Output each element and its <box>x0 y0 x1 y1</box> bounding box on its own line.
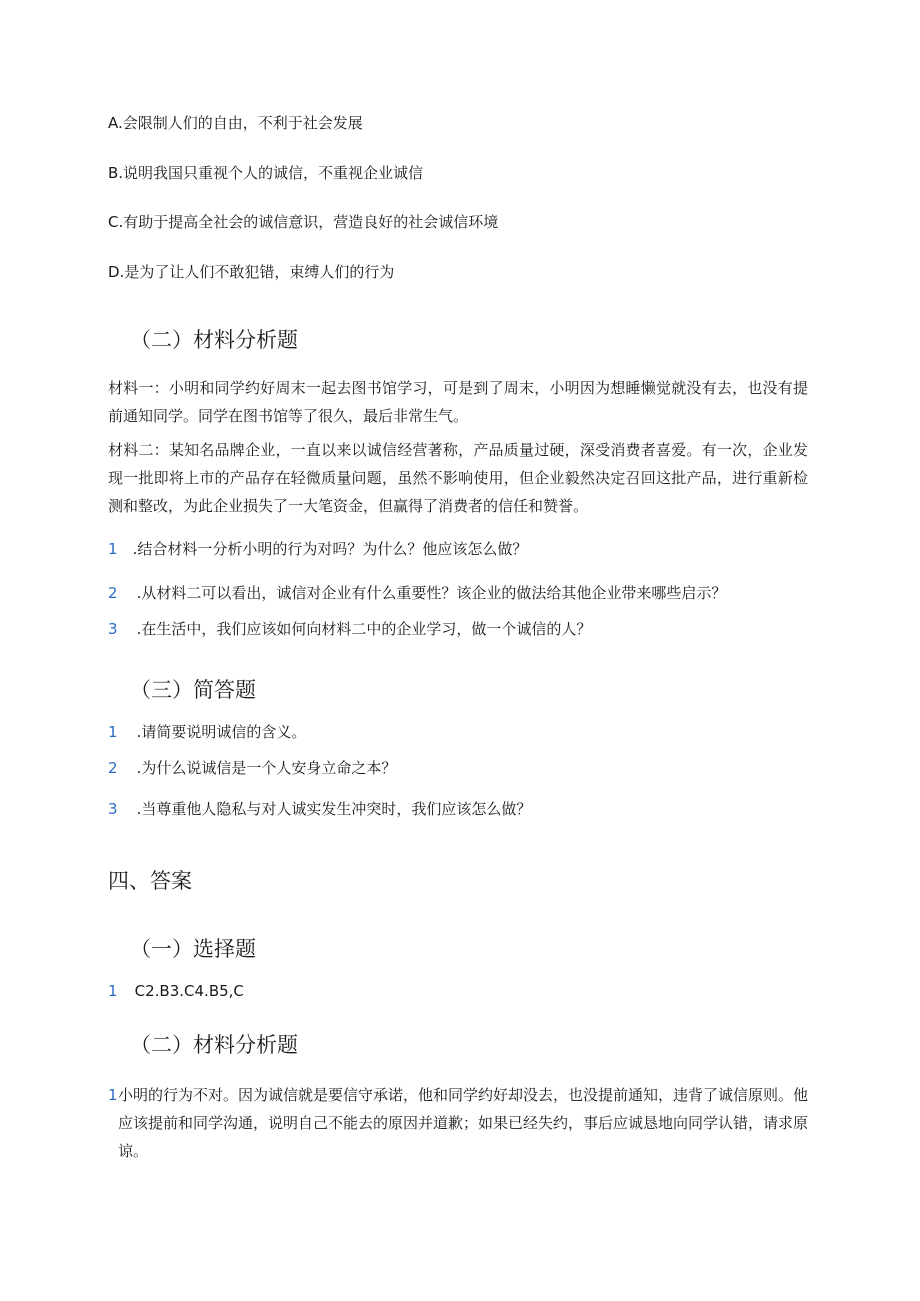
choice-option-c: C.有助于提高全社会的诚信意识，营造良好的社会诚信环境 <box>108 213 499 231</box>
material-question-2 <box>108 583 726 603</box>
material-question-3 <box>108 619 591 639</box>
short-question-3 <box>108 799 531 819</box>
answers-heading: 四、答案 <box>108 869 192 893</box>
material-one: 材料一：小明和同学约好周末一起去图书馆学习，可是到了周末，小明因为想睡懒觉就没有去，也没有提前通知同学。同学在图书馆等了很久，最后非常生气。 <box>108 379 808 425</box>
choice-option-b: B.说明我国只重视个人的诚信，不重视企业诚信 <box>108 164 424 182</box>
answer-text: C2.B3.C4.B5,C <box>134 982 244 1000</box>
choice-option-d: D.是为了让人们不敢犯错，束缚人们的行为 <box>108 263 395 281</box>
question-text: .请简要说明诚信的含义。 <box>136 723 307 741</box>
question-text: .在生活中，我们应该如何向材料二中的企业学习，做一个诚信的人？ <box>136 620 592 638</box>
short-answer-section-heading: （三）简答题 <box>130 678 256 702</box>
question-text: .结合材料一分析小明的行为对吗？为什么？他应该怎么做？ <box>132 540 528 558</box>
answer-number: 1 <box>108 1086 118 1104</box>
short-question-1 <box>108 722 306 742</box>
material-question-1 <box>108 539 527 559</box>
answer-number: 1 <box>108 982 118 1000</box>
question-text: .从材料二可以看出，诚信对企业有什么重要性？该企业的做法给其他企业带来哪些启示？ <box>136 584 727 602</box>
material-section-heading: （二）材料分析题 <box>130 328 298 352</box>
question-text: .当尊重他人隐私与对人诚实发生冲突时，我们应该怎么做？ <box>136 800 532 818</box>
answers-choice-line <box>108 981 244 1001</box>
answers-choice-heading: （一）选择题 <box>130 937 256 961</box>
short-question-2 <box>108 758 396 778</box>
answers-material-text: 小明的行为不对。因为诚信就是要信守承诺，他和同学约好却没去，也没提前通知，违背了诚信原则。他应该提前和同学沟通，说明自己不能去的原因并道歉；如果已经失约，事后应诚恳地向同学认错，请求原谅。 <box>118 1086 809 1160</box>
answers-material-heading: （二）材料分析题 <box>130 1033 298 1057</box>
question-number: 3 <box>108 620 118 638</box>
choice-option-a: A.会限制人们的自由，不利于社会发展 <box>108 114 363 132</box>
question-number: 2 <box>108 584 118 602</box>
question-number: 3 <box>108 800 118 818</box>
question-number: 2 <box>108 759 118 777</box>
question-number: 1 <box>108 723 118 741</box>
question-number: 1 <box>108 540 118 558</box>
material-two: 材料二：某知名品牌企业，一直以来以诚信经营著称，产品质量过硬，深受消费者喜爱。有一次，企业发现一批即将上市的产品存在轻微质量问题，虽然不影响使用，但企业毅然决定召回这批产品，进行重新检测和整改，为此企业损失了一大笔资金，但赢得了消费者的信任和赞誉。 <box>108 441 808 515</box>
question-text: .为什么说诚信是一个人安身立命之本？ <box>136 759 397 777</box>
